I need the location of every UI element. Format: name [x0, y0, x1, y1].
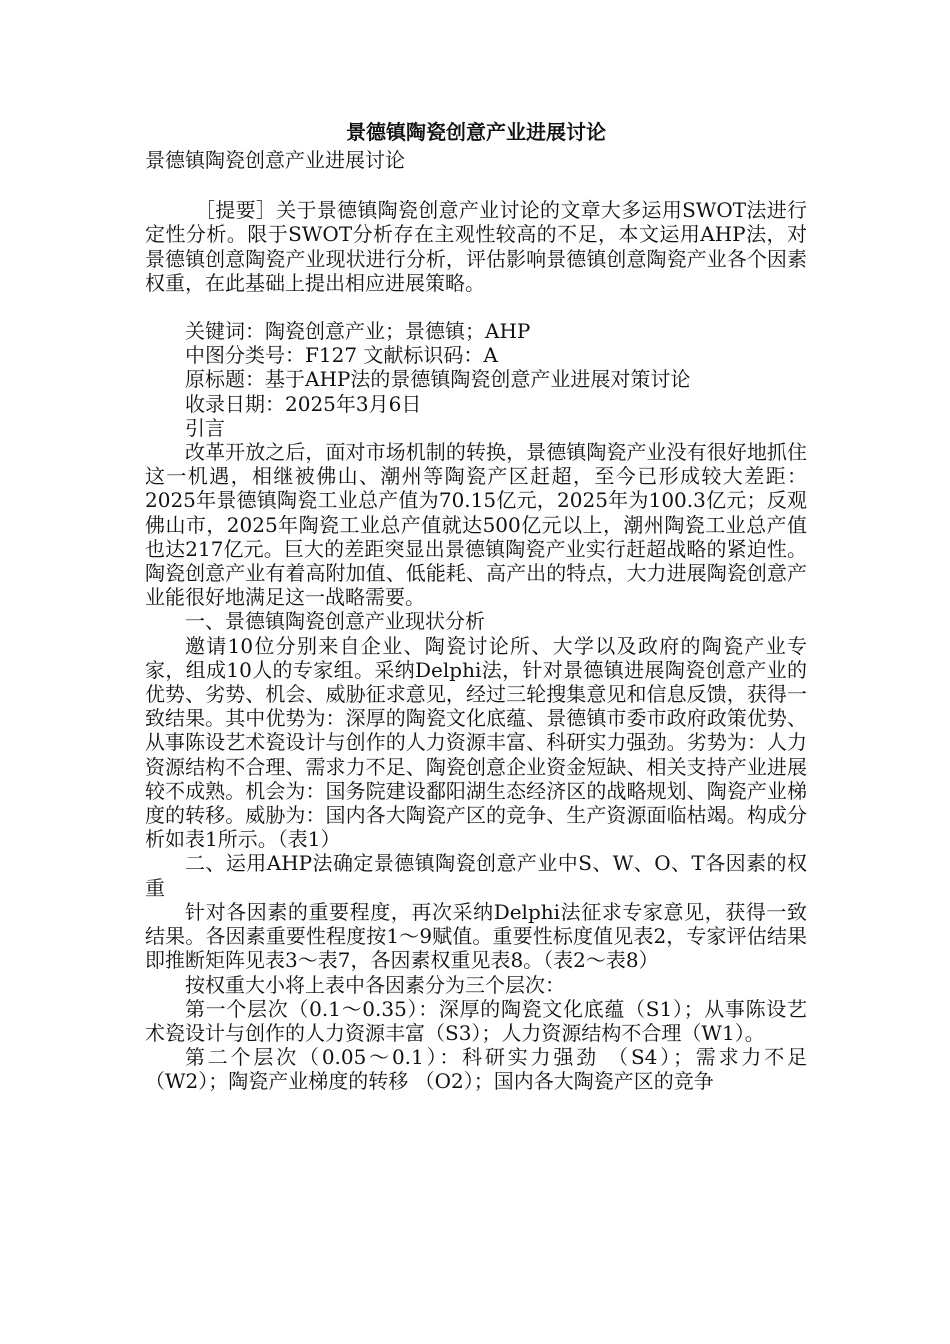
received-date-line: 收录日期：2025年3月6日 — [185, 391, 422, 416]
body-paragraph: 针对各因素的重要程度，再次采纳Delphi法征求专家意见，获得一致结果。各因素重要性程度按1～9赋值。重要性标度值见表2，专家评估结果即推断矩阵见表3～表7，各因素权重见表8。（表2～表8） — [145, 899, 807, 973]
document-title: 景德镇陶瓷创意产业进展讨论 — [346, 120, 606, 144]
keywords-line: 关键词：陶瓷创意产业；景德镇；AHP — [185, 319, 531, 344]
body-paragraph: 邀请10位分别来自企业、陶瓷讨论所、大学以及政府的陶瓷产业专家，组成10人的专家组。采纳Delphi法，针对景德镇进展陶瓷创意产业的优势、劣势、机会、威胁征求意见，经过三轮搜集意见和信息反馈，获得一致结果。其中优势为：深厚的陶瓷文化底蕴、景德镇市委市政府政策优势、从事陈设艺术瓷设计与创作的人力资源丰富、科研实力强劲。劣势为：人力资源结构不合理、需求力不足、陶瓷创意企业资金短缺、相关支持产业进展较不成熟。机会为：国务院建设鄱阳湖生态经济区的战略规划、陶瓷产业梯度的转移。威胁为：国内各大陶瓷产区的竞争、生产资源面临枯竭。构成分析如表1所示。（表1） — [145, 633, 807, 852]
body-paragraph: 按权重大小将上表中各因素分为三个层次： — [185, 972, 565, 997]
document-subtitle: 景德镇陶瓷创意产业进展讨论 — [145, 148, 405, 172]
section-heading: 二、运用AHP法确定景德镇陶瓷创意产业中S、W、O、T各因素的权重 — [145, 851, 807, 900]
body-paragraph: 第二个层次（0.05～0.1）：科研实力强劲 （S4）；需求力不足（W2）；陶瓷产业梯度的转移 （O2）；国内各大陶瓷产区的竞争 — [145, 1045, 807, 1094]
intro-heading: 引言 — [185, 415, 225, 440]
section-heading: 一、景德镇陶瓷创意产业现状分析 — [185, 609, 485, 634]
spacer — [145, 172, 807, 198]
classification-line: 中图分类号：F127 文献标识码：A — [185, 343, 498, 368]
abstract-paragraph: ［提要］关于景德镇陶瓷创意产业讨论的文章大多运用SWOT法进行定性分析。限于SWOT分析存在主观性较高的不足，本文运用AHP法，对景德镇创意陶瓷产业现状进行分析，评估影响景德镇创意陶瓷产业各个因素权重，在此基础上提出相应进展策略。 — [145, 198, 807, 295]
original-title-line: 原标题：基于AHP法的景德镇陶瓷创意产业进展对策讨论 — [185, 367, 691, 392]
body-paragraph: 改革开放之后，面对市场机制的转换，景德镇陶瓷产业没有很好地抓住这一机遇，相继被佛山、潮州等陶瓷产区赶超，至今已形成较大差距：2025年景德镇陶瓷工业总产值为70.15亿元，2025年为100.3亿元；反观佛山市，2025年陶瓷工业总产值就达500亿元以上，潮州陶瓷工业总产值也达217亿元。巨大的差距突显出景德镇陶瓷产业实行赶超战略的紧迫性。陶瓷创意产业有着高附加值、低能耗、高产出的特点，大力进展陶瓷创意产业能很好地满足这一战略需要。 — [145, 440, 807, 610]
document-page — [145, 118, 807, 1094]
body-paragraph: 第一个层次（0.1～0.35）：深厚的陶瓷文化底蕴（S1）；从事陈设艺术瓷设计与创作的人力资源丰富（S3）；人力资源结构不合理（W1）。 — [145, 996, 807, 1045]
